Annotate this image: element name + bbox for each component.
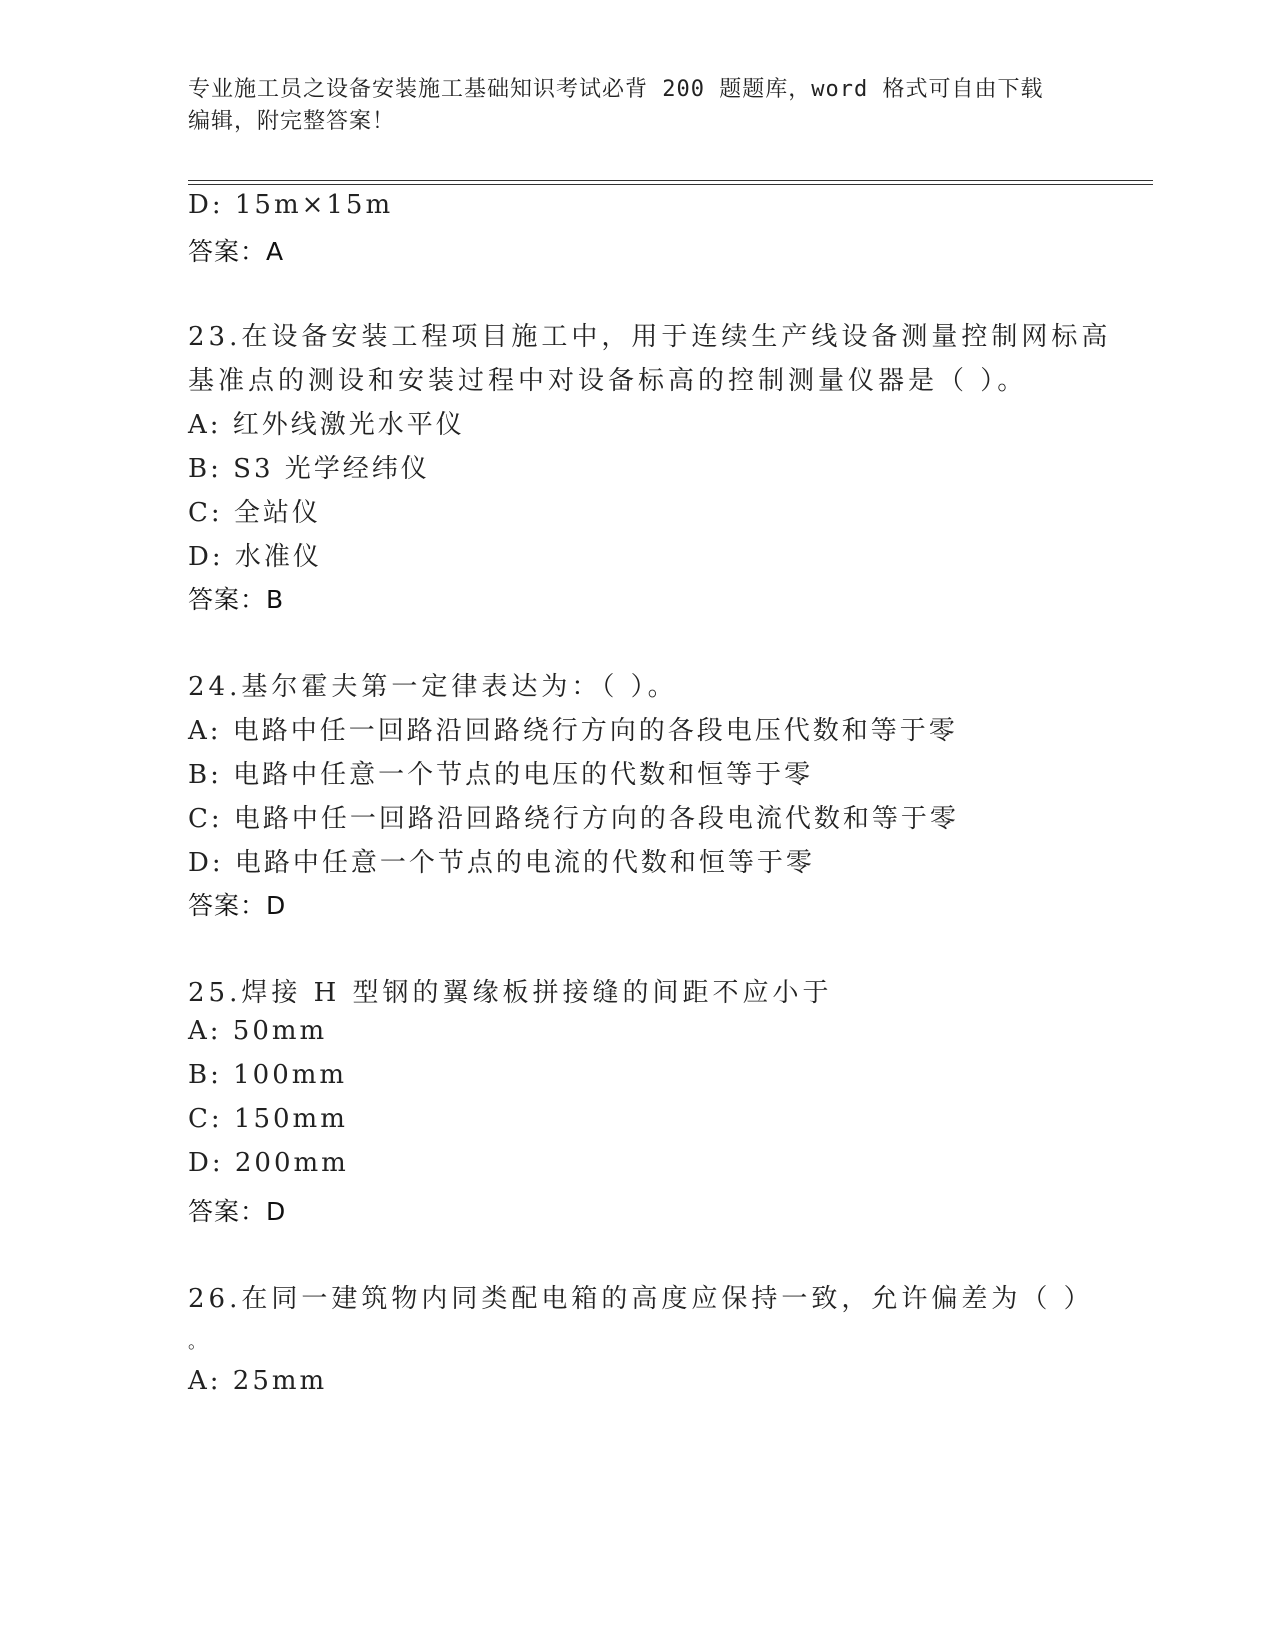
document-header <box>188 74 1088 138</box>
option-a: A: 25mm <box>188 1366 328 1396</box>
option-d: D: 水准仪 <box>188 542 322 572</box>
option-d: D: 15m×15m <box>188 190 394 220</box>
option-a: A: 红外线激光水平仪 <box>188 410 465 440</box>
option-b: B: 电路中任意一个节点的电压的代数和恒等于零 <box>188 760 814 790</box>
header-divider-bottom <box>188 184 1153 185</box>
option-b: B: S3 光学经纬仪 <box>188 454 430 484</box>
answer-label: 答案：D <box>188 1197 287 1226</box>
answer-label: 答案：B <box>188 585 285 614</box>
header-divider-top <box>188 180 1153 181</box>
option-c: C: 全站仪 <box>188 498 321 528</box>
option-d: D: 电路中任意一个节点的电流的代数和恒等于零 <box>188 848 815 878</box>
answer-label: 答案：D <box>188 891 287 920</box>
option-b: B: 100mm <box>188 1060 348 1090</box>
header-title-line-1: 专业施工员之设备安装施工基础知识考试必背 200 题题库，word 格式可自由下载 <box>188 77 1044 102</box>
header-title-line-2: 编辑，附完整答案！ <box>188 109 396 134</box>
question-stem: 24.基尔霍夫第一定律表达为：（ ）。 <box>188 672 678 702</box>
question-stem-line-1: 26.在同一建筑物内同类配电箱的高度应保持一致，允许偏差为（ ） <box>188 1284 1094 1314</box>
option-d: D: 200mm <box>188 1148 349 1178</box>
question-stem-line-2: 。 <box>188 1332 209 1353</box>
question-stem: 25.焊接 H 型钢的翼缘板拼接缝的间距不应小于 <box>188 978 833 1008</box>
option-c: C: 电路中任一回路沿回路绕行方向的各段电流代数和等于零 <box>188 804 959 834</box>
option-a: A: 50mm <box>188 1016 328 1046</box>
option-a: A: 电路中任一回路沿回路绕行方向的各段电压代数和等于零 <box>188 716 958 746</box>
answer-label: 答案：A <box>188 237 285 266</box>
question-stem-line-2: 基准点的测设和安装过程中对设备标高的控制测量仪器是（ ）。 <box>188 366 1028 396</box>
option-c: C: 150mm <box>188 1104 348 1134</box>
question-stem-line-1: 23.在设备安装工程项目施工中，用于连续生产线设备测量控制网标高 <box>188 322 1112 352</box>
